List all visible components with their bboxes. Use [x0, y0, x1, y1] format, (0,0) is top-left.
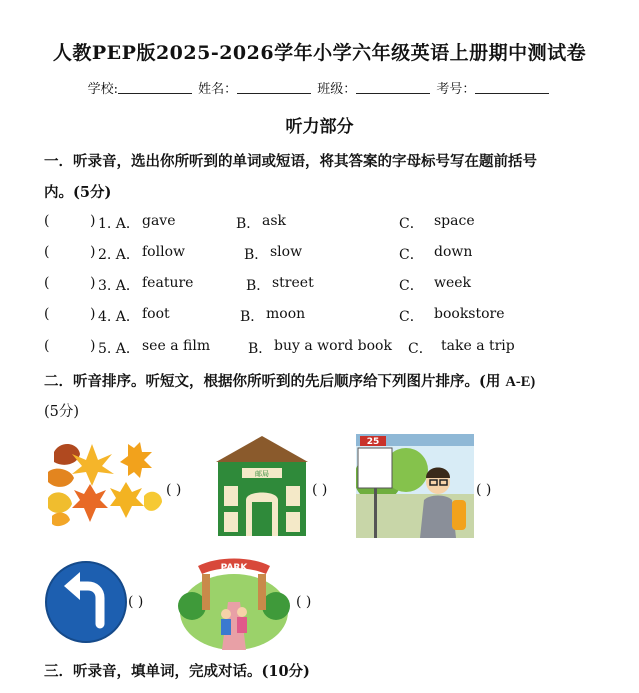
option-c-label: C． [399, 309, 424, 325]
option-a: feature [142, 275, 194, 291]
bus-stop-picture [356, 434, 474, 538]
answer-paren-close: ) [90, 275, 96, 291]
answer-paren-open: ( [44, 275, 50, 291]
class-blank [356, 81, 430, 94]
option-a: follow [142, 244, 185, 260]
q2-instruction-range: A-E) [505, 374, 536, 390]
autumn-leaves-picture [44, 438, 166, 530]
school-blank [118, 81, 192, 94]
option-c-label: C． [399, 278, 424, 294]
answer-paren-close: ) [90, 244, 96, 260]
option-c: down [434, 244, 473, 260]
option-b-label: B． [236, 216, 261, 232]
bus-stop-number: 25 [366, 437, 380, 447]
name-blank [237, 81, 311, 94]
answer-paren-open: ( [44, 213, 50, 229]
q1-instruction-line2: 内。(5分) [44, 184, 112, 201]
q3-instruction: 三．听录音，填单词，完成对话。(10分) [44, 663, 310, 680]
option-b-label: B． [246, 278, 271, 294]
picture-4-answer-blank[interactable]: ( ) [128, 594, 144, 610]
option-b-label: B． [248, 341, 273, 357]
answer-paren-close: ) [90, 213, 96, 229]
post-office-sign: 邮局 [255, 470, 269, 478]
park-sign: PARK [220, 563, 248, 573]
option-c: bookstore [434, 306, 505, 322]
q1-instruction-line1: 一．听录音，选出你所听到的单词或短语，将其答案的字母标号写在题前括号 [44, 153, 537, 170]
post-office-picture [212, 434, 312, 538]
q1-item-2 [44, 244, 604, 264]
q1-item-1 [44, 213, 604, 233]
q1-item-5 [44, 338, 604, 358]
picture-1-answer-blank[interactable]: ( ) [166, 482, 182, 498]
q2-instruction-line2: (5分) [44, 404, 80, 420]
option-a: see a film [142, 338, 211, 354]
q1-item-3 [44, 275, 604, 295]
option-a: foot [142, 306, 170, 322]
answer-paren-close: ) [90, 306, 96, 322]
option-b: ask [262, 213, 287, 229]
item-number: 2. A． [98, 247, 140, 263]
option-c-label: C． [408, 341, 433, 357]
option-b: buy a word book [274, 338, 392, 354]
school-label: 学校: [87, 82, 118, 97]
item-number: 1. A． [98, 216, 140, 232]
answer-paren-open: ( [44, 338, 50, 354]
option-b-label: B． [244, 247, 269, 263]
option-c-label: C． [399, 216, 424, 232]
q2-instruction-text: 二．听音排序。听短文，根据你所听到的先后顺序给下列图片排序。(用 [44, 373, 506, 390]
q1-item-4 [44, 306, 604, 326]
class-label: 班级： [317, 82, 357, 97]
answer-paren-open: ( [44, 244, 50, 260]
name-label: 姓名： [198, 82, 238, 97]
option-c: space [434, 213, 475, 229]
option-c: week [434, 275, 472, 291]
number-label: 考号： [436, 82, 476, 97]
answer-paren-open: ( [44, 306, 50, 322]
option-b-label: B． [240, 309, 265, 325]
picture-2-answer-blank[interactable]: ( ) [312, 482, 328, 498]
item-number: 4. A． [98, 309, 140, 325]
option-c: take a trip [441, 338, 515, 354]
option-c-label: C． [399, 247, 424, 263]
option-b: moon [266, 306, 306, 322]
option-b: slow [270, 244, 303, 260]
option-a: gave [142, 213, 176, 229]
turn-left-sign-picture [44, 560, 128, 644]
answer-paren-close: ) [90, 338, 96, 354]
number-blank [475, 81, 549, 94]
page-title: 人教PEP版2025-2026学年小学六年级英语上册期中测试卷 [52, 42, 587, 64]
park-picture [178, 552, 290, 650]
picture-5-answer-blank[interactable]: ( ) [296, 594, 312, 610]
item-number: 3. A． [98, 278, 140, 294]
student-info-line [0, 78, 639, 97]
q2-instruction-line1 [44, 370, 535, 391]
picture-3-answer-blank[interactable]: ( ) [476, 482, 492, 498]
section-title: 听力部分 [285, 117, 354, 137]
item-number: 5. A． [98, 341, 140, 357]
option-b: street [272, 275, 314, 291]
